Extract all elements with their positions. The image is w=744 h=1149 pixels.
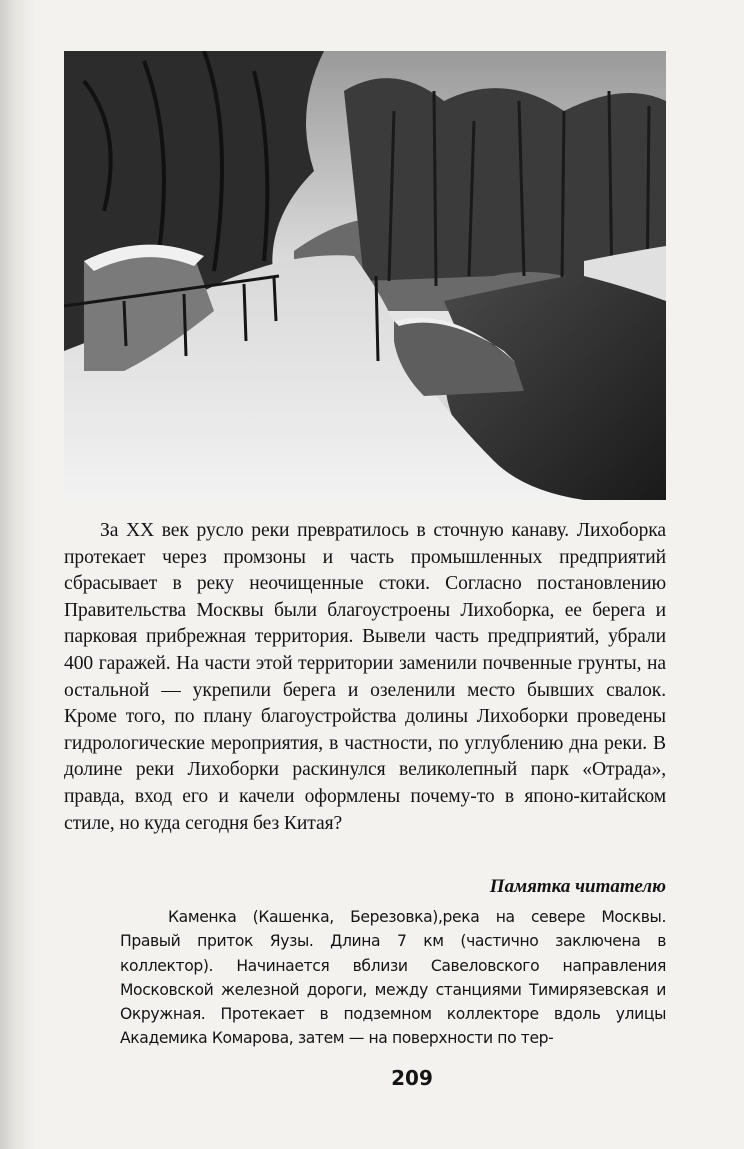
body-paragraph: За XX век русло реки превратилось в сточную канаву. Лихоборка протекает через промзоны и часть промышленных предприятий сбрасывает в реку неочищенные стоки. Согласно постановлению Правительства Москвы были благоустроены Лихоборка, ее берега и парковая прибрежная территория. Вывели часть предприятий, убрали 400 гаражей. На части этой территории заменили почвенные грунты, на остальной — укрепили берега и озеленили место бывших свалок. Кроме того, по плану благоустройства долины Лихоборки проведены гидрологические мероприятия, в частности, по углублению дна реки. В долине реки Лихоборки раскинулся великолепный парк «Отрада», правда, вход его и качели оформлены почему-то в японо-китайском стиле, но куда сегодня без Китая? bbox=[64, 520, 666, 834]
memo-text: Каменка (Кашенка, Березовка),река на севере Москвы. Правый приток Яузы. Длина 7 км (частично заключена в коллектор). Начинается вблизи Савеловского направления Московской железной дороги, между станциями Тимирязевская и Окружная. Протекает в подземном коллекторе вдоль улицы Академика Комарова, затем — на поверхности по тер- bbox=[120, 908, 666, 1048]
page-number: 209 bbox=[391, 1066, 433, 1090]
page-binding-shadow bbox=[0, 0, 36, 1149]
memo-title: Памятка читателю bbox=[489, 876, 666, 897]
winter-river-photo bbox=[64, 51, 666, 500]
